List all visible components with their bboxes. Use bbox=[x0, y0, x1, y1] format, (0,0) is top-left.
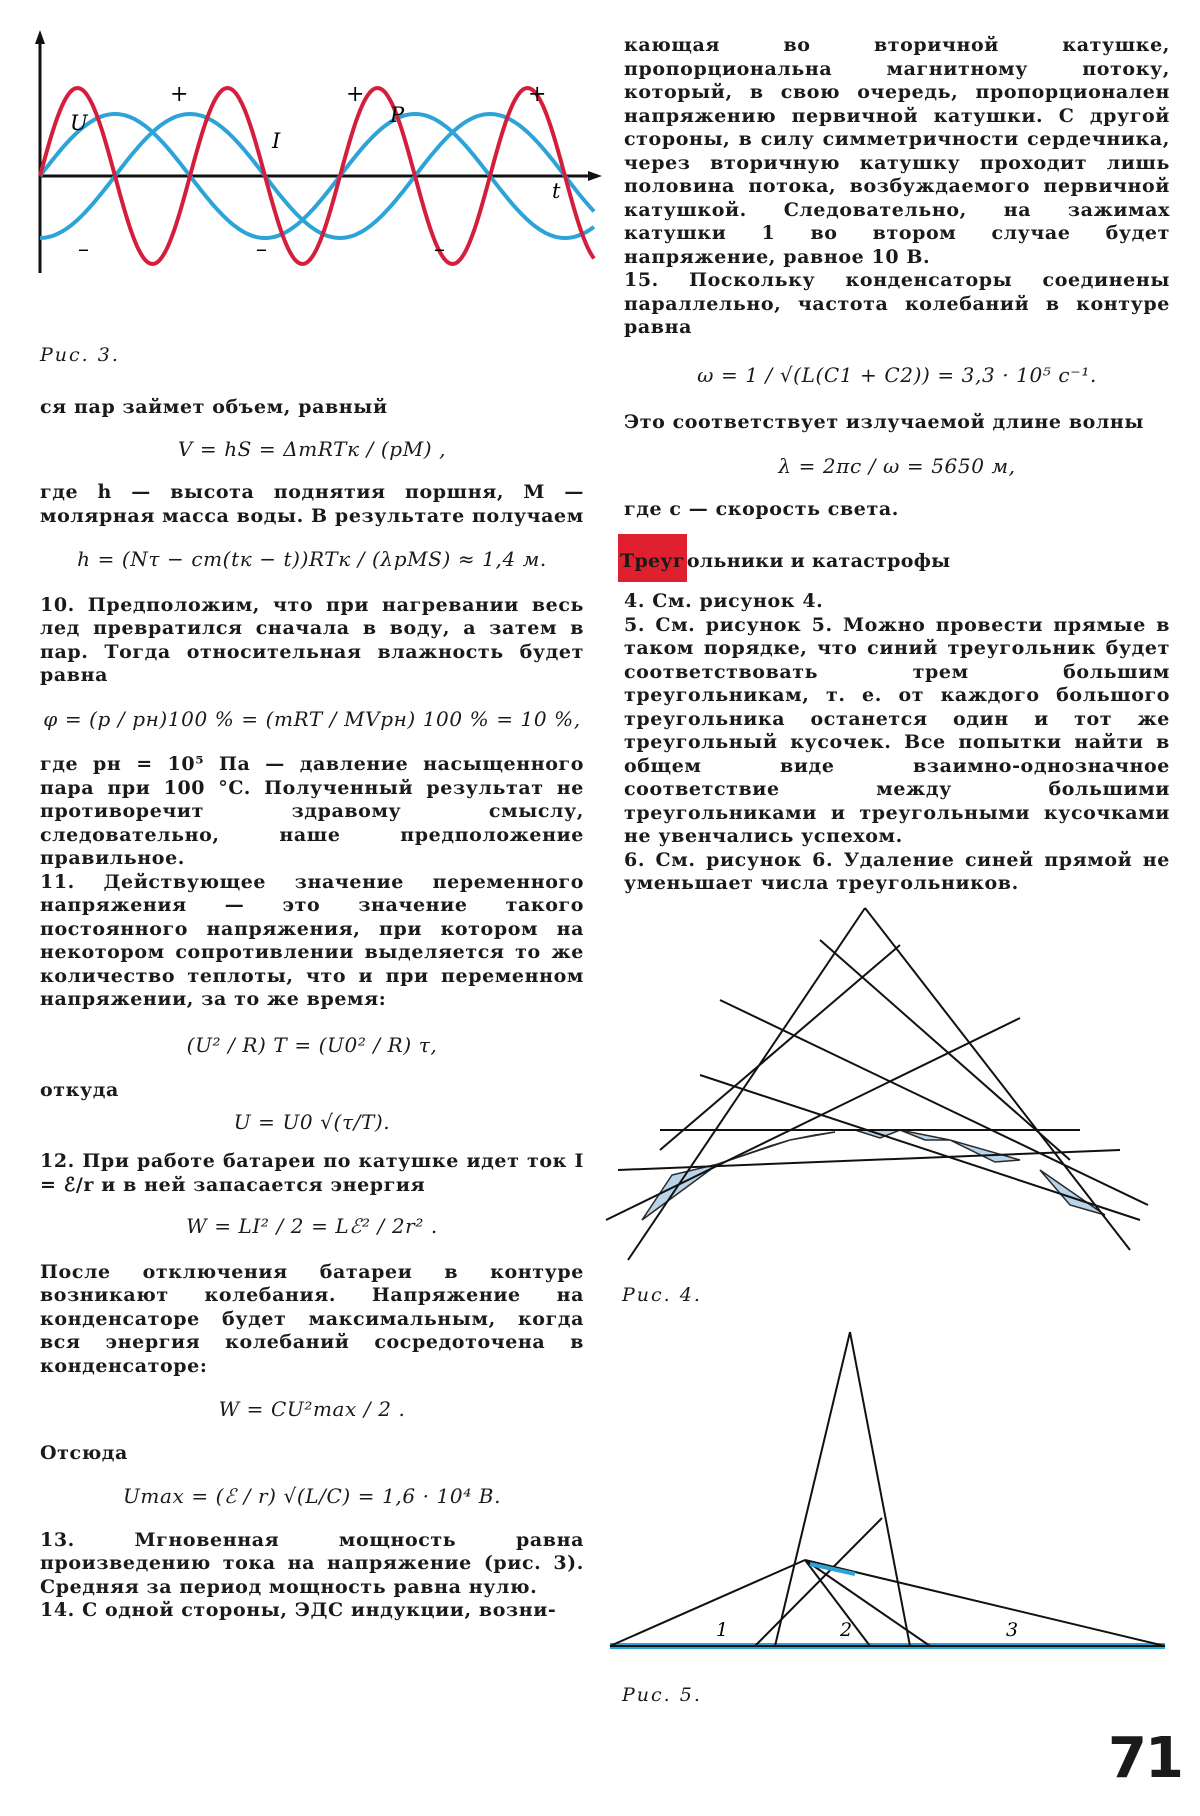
paragraph: кающая во вторичной катушке, пропорциональна магнитному потоку, который, в свою очередь, пропорционален напряжению первичной катушки. С другой стороны, в силу симметричности сердечника, через вторичную катушку проходит лишь половина потока, возбуждаемого первичной катушкой. Следовательно, на зажимах катушки 1 во втором случае будет напряжение, равное 10 В. bbox=[624, 34, 1170, 268]
page-number: 71 bbox=[1108, 1726, 1182, 1791]
paragraph: Это соответствует излучаемой длине волны bbox=[624, 411, 1145, 433]
right-column-bottom bbox=[624, 590, 1170, 896]
paragraph: ся пар займет объем, равный bbox=[40, 396, 388, 418]
problem-number: 12. bbox=[40, 1150, 75, 1172]
paragraph: Отсюда bbox=[40, 1441, 128, 1464]
shaded-triangle bbox=[900, 1130, 950, 1140]
line bbox=[606, 1018, 1020, 1220]
plus-sign: + bbox=[170, 82, 189, 107]
problem-number: 10. bbox=[40, 593, 75, 616]
minus-sign: – bbox=[78, 237, 89, 262]
section-heading bbox=[618, 534, 951, 582]
paragraph: После отключения батареи в контуре возникают колебания. Напряжение на конденсаторе будет максимальным, когда вся энергия колебаний сосредоточена в конденсаторе: bbox=[40, 1260, 584, 1377]
line bbox=[865, 908, 1130, 1250]
minus-sign: – bbox=[434, 237, 445, 262]
formula-capacitor: W = CU²max / 2 . bbox=[218, 1397, 406, 1421]
problem-6 bbox=[624, 849, 1170, 896]
formula-humidity: φ = (p / pн)100 % = (mRT / MVpн) 100 % = 10 %, bbox=[43, 706, 581, 731]
problem-number: 13. bbox=[40, 1528, 75, 1551]
heading-text: ольники и катастрофы bbox=[686, 550, 951, 572]
problem-text: Предположим, что при нагревании весь лед превратился сначала в воду, а затем в пар. Тогда относительная влажность будет равна bbox=[40, 593, 584, 686]
problem-text: См. рисунок 4. bbox=[652, 590, 824, 612]
paragraph: где c — скорость света. bbox=[624, 498, 899, 520]
paragraph: откуда bbox=[40, 1079, 119, 1101]
paragraph: где pн = 10⁵ Па — давление насыщенного пара при 100 °C. Полученный результат не противоречит здравому смыслу, следовательно, наше предположение правильное. bbox=[40, 753, 584, 869]
left-column bbox=[40, 396, 584, 1623]
problem-11 bbox=[40, 871, 584, 1012]
problem-15 bbox=[624, 269, 1170, 340]
paragraph: где h — высота поднятия поршня, М — молярная масса воды. В результате получаем bbox=[40, 481, 584, 527]
problem-number: 11. bbox=[40, 870, 75, 893]
formula-omega: ω = 1 / √(L(C1 + C2)) = 3,3 · 10⁵ с⁻¹. bbox=[697, 362, 1097, 387]
line bbox=[775, 1332, 853, 1646]
problem-13 bbox=[40, 1529, 584, 1600]
problem-text: При работе батареи по катушке идет ток I = ℰ/r и в ней запасается энергия bbox=[40, 1150, 584, 1196]
problem-4 bbox=[624, 590, 1170, 614]
figure-4-lines bbox=[600, 900, 1160, 1290]
line bbox=[805, 1560, 930, 1646]
problem-text: Действующее значение переменного напряжения — это значение такого постоянного напряжения, при котором на некотором сопротивлении выделяется то же количество теплоты, что и при переменном напряжении, за то же время: bbox=[40, 870, 584, 1010]
t-axis-arrow bbox=[588, 171, 602, 181]
figure-3-waves bbox=[28, 28, 608, 328]
formula-volume: V = hS = ΔmRTк / (pM) , bbox=[177, 436, 447, 461]
y-axis-arrow bbox=[35, 30, 45, 44]
problem-text: С одной стороны, ЭДС индукции, возни- bbox=[82, 1599, 557, 1621]
plus-sign: + bbox=[346, 82, 365, 107]
label-t: t bbox=[552, 179, 561, 203]
formula-effective: (U² / R) T = (U0² / R) τ, bbox=[186, 1032, 438, 1057]
problem-5 bbox=[624, 614, 1170, 849]
problem-text: См. рисунок 6. Удаление синей прямой не уменьшает числа треугольников. bbox=[624, 848, 1170, 894]
line bbox=[755, 1518, 882, 1646]
line bbox=[618, 1150, 1120, 1170]
formula-height: h = (Nτ − cm(tк − t))RTк / (λpMS) ≈ 1,4 м. bbox=[77, 547, 547, 571]
problem-text: Поскольку конденсаторы соединены параллельно, частота колебаний в контуре равна bbox=[624, 269, 1170, 338]
heading-highlight: Треуг bbox=[618, 534, 687, 582]
formula-energy: W = LI² / 2 = Lℰ² / 2r² . bbox=[186, 1214, 438, 1238]
problem-12 bbox=[40, 1150, 584, 1197]
figure-5-triangles bbox=[600, 1320, 1170, 1660]
triangle-label: 1 bbox=[716, 1619, 729, 1641]
problem-number: 14. bbox=[40, 1599, 75, 1621]
label-u: U bbox=[70, 111, 88, 135]
triangle-label: 2 bbox=[840, 1619, 853, 1641]
shaded-triangle bbox=[950, 1140, 1020, 1162]
triangle-label: 3 bbox=[1006, 1619, 1019, 1641]
problem-14 bbox=[40, 1599, 584, 1623]
problem-10 bbox=[40, 594, 584, 688]
figure-3-caption: Рис. 3. bbox=[40, 344, 120, 366]
line bbox=[628, 908, 865, 1260]
problem-number: 5. bbox=[624, 613, 646, 636]
problem-number: 4. bbox=[624, 590, 646, 612]
problem-text: См. рисунок 5. Можно провести прямые в таком порядке, что синий треугольник будет соответствовать трем большим треугольникам, т. е. от каждого большого треугольника останется один и тот же треугольный кусочек. Все попытки найти в общем виде взаимно-однозначное соответствие между большими треугольниками и треугольными кусочками не увенчались успехом. bbox=[624, 613, 1170, 847]
formula-lambda: λ = 2πc / ω = 5650 м, bbox=[778, 453, 1016, 478]
line bbox=[610, 1560, 805, 1646]
problem-number: 15. bbox=[624, 269, 659, 291]
problem-text: Мгновенная мощность равна произведению тока на напряжение (рис. 3). Средняя за период мощность равна нулю. bbox=[40, 1528, 584, 1598]
line bbox=[850, 1332, 910, 1646]
problem-number: 6. bbox=[624, 848, 646, 871]
figure-4-caption: Рис. 4. bbox=[622, 1284, 702, 1306]
formula-u: U = U0 √(τ/T). bbox=[233, 1109, 391, 1134]
minus-sign: – bbox=[256, 237, 267, 262]
label-i: I bbox=[272, 129, 281, 153]
plus-sign: + bbox=[528, 82, 547, 107]
label-p: P bbox=[390, 103, 405, 127]
figure-5-caption: Рис. 5. bbox=[622, 1684, 702, 1706]
shaded-triangle bbox=[642, 1164, 718, 1220]
formula-umax: Umax = (ℰ / r) √(L/C) = 1,6 · 10⁴ В. bbox=[122, 1484, 502, 1508]
line bbox=[660, 945, 900, 1150]
shaded-triangle bbox=[790, 1132, 835, 1140]
right-column-top bbox=[624, 34, 1170, 522]
